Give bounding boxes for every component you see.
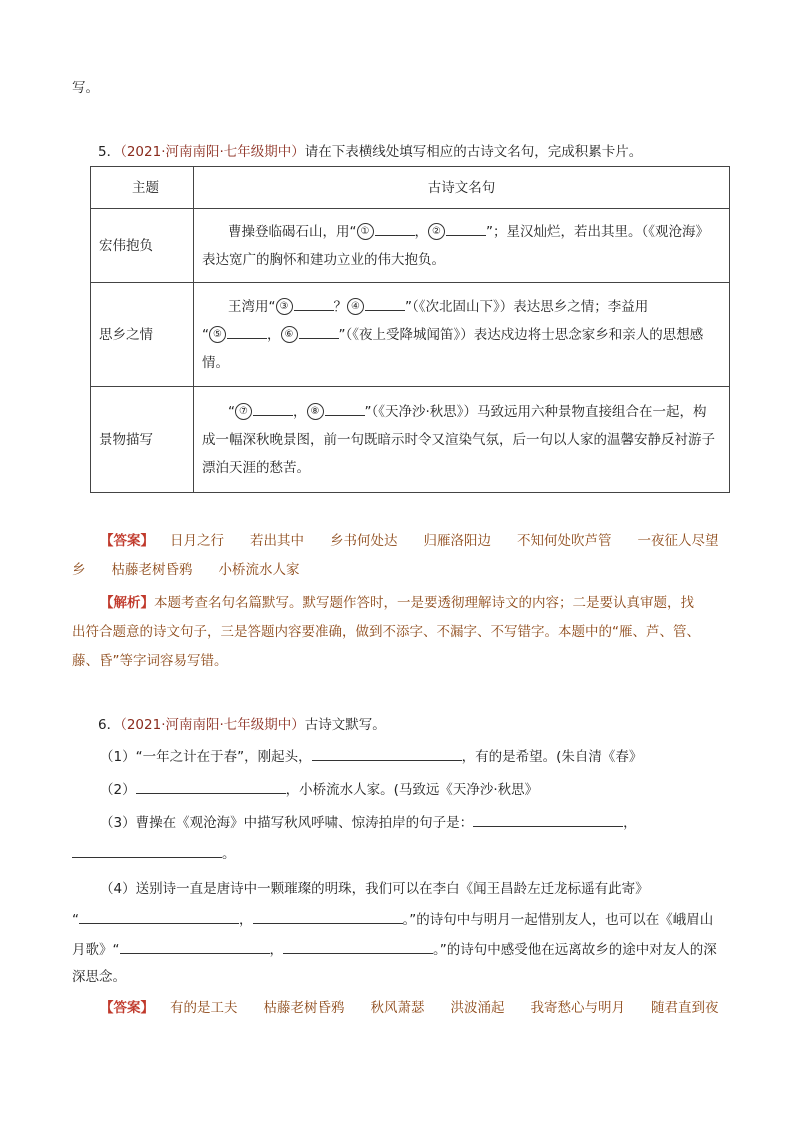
question-6-header: [98, 715, 386, 735]
q6-sub-3: [100, 812, 637, 833]
sub-text: 。: [222, 846, 236, 862]
answer-item: 枯藤老树昏鸦: [263, 1000, 345, 1016]
blank-number: ⑥: [281, 326, 298, 343]
answer-item: 若出其中: [250, 533, 304, 549]
fill-blank[interactable]: [253, 401, 293, 416]
blank-number: ⑦: [235, 403, 252, 420]
q6-sub-4-line-4: 深思念。: [72, 969, 126, 985]
row-text: 成一幅深秋晚景图，前一句既暗示时令又渲染气氛，后一句以人家的温馨安静反衬游子: [202, 431, 715, 448]
analysis-label: 【解析】: [100, 595, 154, 611]
row-content: [194, 283, 730, 387]
answer-item: 日月之行: [170, 533, 224, 549]
sub-text: ，: [623, 815, 637, 831]
answer-item: 不知何处吹芦管: [517, 533, 612, 549]
fill-blank[interactable]: [136, 779, 286, 794]
row-text: 王湾用“: [228, 298, 276, 315]
fill-blank[interactable]: [299, 324, 339, 339]
table-head-topic: 主题: [91, 167, 194, 209]
question-source: （2021·河南南阳·七年级期中）: [120, 717, 305, 733]
sub-text: 。”的诗句中感受他在远离故乡的途中对友人的深: [433, 942, 717, 958]
row-topic: 宏伟抱负: [91, 209, 194, 283]
row-text: ”（《次北固山下》）表达思乡之情；李益用: [405, 298, 649, 315]
answer-item: 小桥流水人家: [218, 562, 300, 578]
row-content: [194, 209, 730, 283]
blank-number: ⑧: [307, 403, 324, 420]
q6-sub-1: [100, 746, 642, 767]
answer-label: 【答案】: [100, 533, 154, 549]
sub-text: ，: [239, 912, 253, 928]
fill-blank[interactable]: [473, 812, 623, 827]
sub-text: “: [72, 912, 79, 928]
row-text: ，: [267, 326, 281, 343]
question-number: 5．: [98, 144, 121, 160]
sub-text: （1）“一年之计在于春”，刚起头，: [100, 749, 312, 765]
question-prompt: 请在下表横线处填写相应的古诗文名句，完成积累卡片。: [304, 144, 643, 160]
q5-answer-line-1: [100, 527, 719, 556]
fill-blank[interactable]: [72, 843, 222, 858]
fill-blank[interactable]: [253, 909, 403, 924]
answer-item: 乡: [72, 562, 86, 578]
row-text: ，: [414, 223, 428, 240]
row-text: “: [202, 326, 209, 343]
answer-item: 一夜征人尽望: [637, 533, 719, 549]
row-text: ”；星汉灿烂，若出其里。（《观沧海》: [486, 223, 709, 240]
q5-answer-line-2: [72, 556, 300, 585]
answer-item: 随君直到夜: [651, 1000, 719, 1016]
answer-item: 乡书何处达: [330, 533, 398, 549]
row-text: “: [228, 403, 235, 420]
row-text: ？: [333, 298, 347, 315]
row-text: ，: [293, 403, 307, 420]
q6-answer-line: [100, 994, 719, 1023]
answer-item: 有的是工夫: [170, 1000, 238, 1016]
table-head-content: 古诗文名句: [194, 167, 730, 209]
blank-number: ③: [276, 298, 293, 315]
blank-number: ①: [357, 223, 374, 240]
sub-text: （2）: [100, 782, 136, 798]
fill-blank[interactable]: [120, 939, 270, 954]
fill-blank[interactable]: [446, 221, 486, 236]
question-number: 6．: [98, 717, 121, 733]
question-5-header: [98, 142, 642, 162]
q6-sub-4-line-3: [72, 939, 717, 960]
q6-sub-4: （4）送别诗一直是唐诗中一颗璀璨的明珠，我们可以在李白《闻王昌龄左迁龙标遥有此寄》: [100, 881, 649, 897]
row-text: 曹操登临碣石山，用“: [228, 223, 357, 240]
fill-blank[interactable]: [312, 746, 462, 761]
fill-blank[interactable]: [325, 401, 365, 416]
answer-item: 枯藤老树昏鸦: [111, 562, 193, 578]
sub-text: 。”的诗句中与明月一起惜别友人，也可以在《峨眉山: [402, 912, 714, 928]
fill-blank[interactable]: [375, 221, 415, 236]
top-fragment: 写。: [72, 80, 99, 96]
q5-analysis-line-2: 出符合题意的诗文句子，三是答题内容要准确，做到不添字、不漏字、不写错字。本题中的“雁、芦、管、: [72, 624, 700, 640]
fill-blank[interactable]: [294, 296, 334, 311]
answer-label: 【答案】: [100, 1000, 154, 1016]
row-topic: 景物描写: [91, 387, 194, 493]
sub-text: 月歌》“: [72, 942, 120, 958]
question-prompt: 古诗文默写。: [304, 717, 386, 733]
row-content: [194, 387, 730, 493]
analysis-text: 本题考查名句名篇默写。默写题作答时，一是要透彻理解诗文的内容；二是要认真审题，找: [154, 595, 694, 611]
sub-text: ，小桥流水人家。(马致远《天净沙·秋思》: [285, 782, 539, 798]
fill-blank[interactable]: [79, 909, 239, 924]
q5-analysis-line-3: 藤、昏”等字词容易写错。: [72, 653, 228, 669]
q6-sub-4-line-2: [72, 909, 713, 930]
q6-sub-3-cont: [72, 843, 236, 864]
row-text: ”（《夜上受降城闻笛》）表达戍边将士思念家乡和亲人的思想感: [338, 326, 704, 343]
answer-item: 我寄愁心与明月: [530, 1000, 625, 1016]
blank-number: ⑤: [209, 326, 226, 343]
sub-text: ，有的是希望。(朱自清《春》: [461, 749, 643, 765]
answer-item: 归雁洛阳边: [423, 533, 491, 549]
sub-text: （3）曹操在《观沧海》中描写秋风呼啸、惊涛拍岸的句子是：: [100, 815, 474, 831]
row-topic: 思乡之情: [91, 283, 194, 387]
row-text: 情。: [202, 354, 229, 371]
table-header-row: [91, 167, 730, 209]
row-text: 漂泊天涯的愁苦。: [202, 459, 310, 476]
fill-blank[interactable]: [227, 324, 267, 339]
fill-blank[interactable]: [365, 296, 405, 311]
answer-item: 秋风萧瑟: [370, 1000, 425, 1016]
row-text: 表达宽广的胸怀和建功立业的伟大抱负。: [202, 251, 445, 268]
table-row: [91, 209, 730, 283]
fill-blank[interactable]: [283, 939, 433, 954]
answer-item: 洪波涌起: [450, 1000, 505, 1016]
q6-sub-2: [100, 779, 538, 800]
blank-number: ④: [347, 298, 364, 315]
question-source: （2021·河南南阳·七年级期中）: [120, 144, 305, 160]
table-row: [91, 283, 730, 387]
q5-analysis-line-1: [100, 589, 694, 618]
row-text: ”（《天净沙·秋思》）马致远用六种景物直接组合在一起，构: [364, 403, 707, 420]
accumulation-card-table: [90, 166, 730, 493]
sub-text: ，: [269, 942, 283, 958]
blank-number: ②: [428, 223, 445, 240]
table-row: [91, 387, 730, 493]
